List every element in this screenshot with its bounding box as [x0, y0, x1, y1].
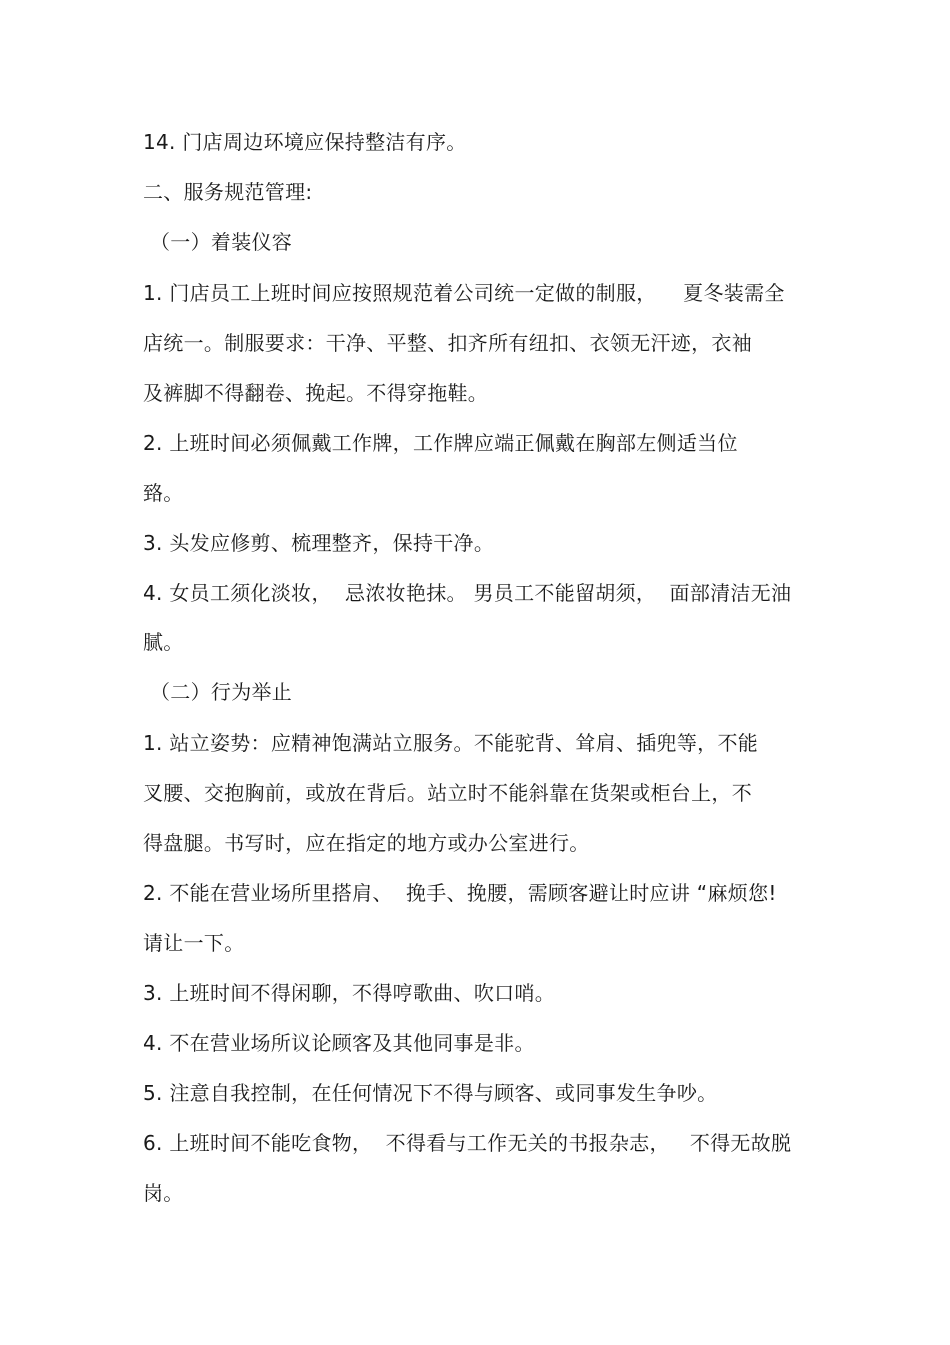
behavior-item-2-line-1: 2. 不能在营业场所里搭肩、 挽手、挽腰，需顾客避让时应讲 “麻烦您! — [143, 881, 777, 905]
behavior-item-2-line-2: 请让一下。 — [143, 931, 245, 955]
behavior-item-4-line: 4. 不在营业场所议论顾客及其他同事是非。 — [143, 1031, 535, 1055]
dress-item-4-line-2: 腻。 — [143, 630, 184, 654]
subsection-heading-dress: （一）着装仪容 — [150, 230, 293, 254]
dress-item-1-line-3: 及裤脚不得翻卷、挽起。不得穿拖鞋。 — [143, 381, 489, 405]
dress-item-2-line-1: 2. 上班时间必须佩戴工作牌，工作牌应端正佩戴在胸部左侧适当位 — [143, 431, 738, 455]
dress-item-4-line-1: 4. 女员工须化淡妆， 忌浓妆艳抹。 男员工不能留胡须， 面部清洁无油 — [143, 581, 792, 605]
behavior-item-3-line: 3. 上班时间不得闲聊，不得哼歌曲、吹口哨。 — [143, 981, 556, 1005]
behavior-item-1-line-2: 叉腰、交抱胸前，或放在背后。站立时不能斜靠在货架或柜台上，不 — [143, 781, 752, 805]
behavior-item-1-line-3: 得盘腿。书写时，应在指定的地方或办公室进行。 — [143, 831, 590, 855]
dress-item-3-line: 3. 头发应修剪、梳理整齐，保持干净。 — [143, 531, 495, 555]
behavior-item-1-line-1: 1. 站立姿势：应精神饱满站立服务。不能驼背、耸肩、插兜等，不能 — [143, 731, 759, 755]
dress-item-1-line-2: 店统一。制服要求：干净、平整、扣齐所有纽扣、衣领无汗迹，衣袖 — [143, 331, 752, 355]
behavior-item-5-line: 5. 注意自我控制，在任何情况下不得与顾客、或同事发生争吵。 — [143, 1081, 718, 1105]
item-14-line: 14. 门店周边环境应保持整洁有序。 — [143, 130, 467, 154]
behavior-item-6-line-2: 岗。 — [143, 1181, 184, 1205]
dress-item-1-line-1: 1. 门店员工上班时间应按照规范着公司统一定做的制服， 夏冬装需全 — [143, 281, 785, 305]
section-heading-service-standards: 二、服务规范管理: — [143, 180, 313, 204]
behavior-item-6-line-1: 6. 上班时间不能吃食物， 不得看与工作无关的书报杂志， 不得无故脱 — [143, 1131, 792, 1155]
dress-item-2-line-2: 臵。 — [143, 481, 184, 505]
subsection-heading-behavior: （二）行为举止 — [150, 680, 293, 704]
